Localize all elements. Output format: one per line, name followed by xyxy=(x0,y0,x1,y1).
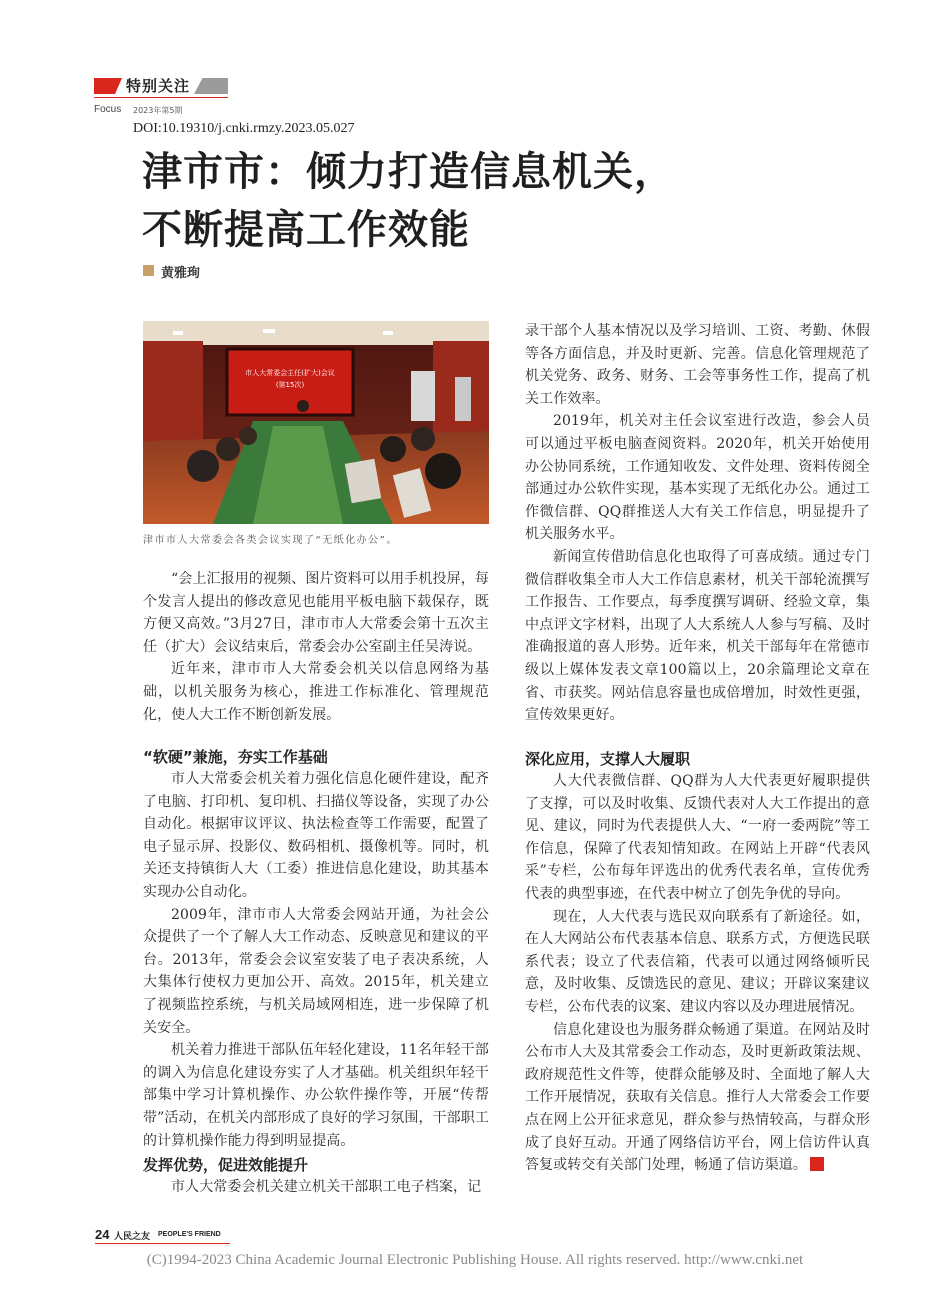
paragraph: 新闻宣传借助信息化也取得了可喜成绩。通过专门微信群收集全市人大工作信息素材，机关干部轮流撰写工作报告、工作要点，每季度撰写调研、经验文章，集中点评文字材料，出现了人大系统人人参与写稿、及时准确报道的喜人形势。近年来，机关干部每年在常德市级以上媒体发表文章100篇以上，20余篇理论文章在省、市获奖。网站信息容量也成倍增加，时效性更强，宣传效果更好。 xyxy=(525,548,870,724)
paragraph: 市人大常委会机关建立机关干部职工电子档案，记 xyxy=(171,1179,482,1195)
magazine-name: 人民之友 xyxy=(114,1232,151,1242)
paragraph: 2019年，机关对主任会议室进行改造，参会人员可以通过平板电脑查阅资料。2020年，机关开始使用办公协同系统，工作通知收发、文件处理、资料传阅全部通过办公软件实现，基本实现了无纸化办公。通过工作微信群、QQ群推送人大有关工作信息，明显提升了机关服务水平。 xyxy=(525,413,870,543)
section-banner xyxy=(94,78,228,94)
paragraph: 市人大常委会机关着力强化信息化硬件建设，配齐了电脑、打印机、复印机、扫描仪等设备，实现了办公自动化。根据审议评议、执法检查等工作需要，配置了电子显示屏、投影仪、数码相机、摄像机等。同时，机关还支持镇街人大（工委）推进信息化建设，助其基本实现办公自动化。 xyxy=(143,771,489,900)
photo-caption: 津市市人大常委会各类会议实现了“无纸化办公”。 xyxy=(143,535,398,546)
focus-label: Focus xyxy=(94,104,122,115)
author-name: 黄雅珣 xyxy=(161,266,201,281)
section1 xyxy=(143,746,489,1152)
section-gray-tab xyxy=(194,78,228,94)
paragraph: 2009年，津市市人大常委会网站开通，为社会公众提供了一个了解人大工作动态、反映意见和建议的平台。2013年，常委会会议室安装了电子表决系统，人大集体行使权力更加公开、高效。2015年，机关建立了视频监控系统，与机关局域网相连，进一步保障了机关安全。 xyxy=(143,906,489,1036)
section2 xyxy=(143,1154,489,1199)
paragraph: 机关着力推进干部队伍年轻化建设，11名年轻干部的调入为信息化建设夯实了人才基础。机关组织年轻干部集中学习计算机操作、办公软件操作等，开展“传帮带”活动，在机关内部形成了良好的学习氛围，干部职工的计算机操作能力得到明显提高。 xyxy=(143,1042,489,1149)
section-title: 特别关注 xyxy=(126,77,191,95)
article-title-line1: 津市市：倾力打造信息机关， xyxy=(142,149,675,195)
author-marker xyxy=(143,265,154,276)
end-mark-icon xyxy=(810,1157,824,1171)
copyright-notice: (C)1994-2023 China Academic Journal Electronic Publishing House. All rights reserved. http://www.cnki.net xyxy=(146,1252,804,1268)
meeting-photo xyxy=(143,321,489,524)
section-heading: “软硬”兼施，夯实工作基础 xyxy=(143,748,328,766)
page-number: 24 xyxy=(95,1227,110,1242)
paragraph: 人大代表微信群、QQ群为人大代表更好履职提供了支撑，可以及时收集、反馈代表对人大工作提出的意见、建议，同时为代表提供人大、“一府一委两院”等工作信息，保障了代表知情知政。在网站上开辟“代表风采”专栏，公布每年评选出的优秀代表名单，宣传优秀代表的典型事迹，在代表中树立了创先争优的导向。 xyxy=(525,773,870,902)
section-heading: 深化应用，支撑人大履职 xyxy=(525,750,691,768)
article-title-line2: 不断提高工作效能 xyxy=(142,207,470,253)
section3 xyxy=(525,748,870,1177)
section-heading: 发挥优势，促进效能提升 xyxy=(143,1156,309,1174)
paragraph: 近年来，津市市人大常委会机关以信息网络为基础，以机关服务为核心，推进工作标准化、管理规范化，使人大工作不断创新发展。 xyxy=(143,661,489,723)
section-red-tab xyxy=(94,78,122,94)
footer-divider xyxy=(95,1243,230,1244)
doi-text: DOI:10.19310/j.cnki.rmzy.2023.05.027 xyxy=(133,121,355,136)
left-intro xyxy=(143,568,489,726)
paragraph: “会上汇报用的视频、图片资料可以用手机投屏，每个发言人提出的修改意见也能用平板电脑下载保存，既方便又高效。”3月27日，津市市人大常委会第十五次主任（扩大）会议结束后，常委会办公室副主任吴涛说。 xyxy=(143,571,489,655)
photo-screen-line1: 市人大常委会主任(扩大)会议 xyxy=(245,369,335,377)
photo-screen-line2: (第15次) xyxy=(275,381,305,389)
magazine-name-en: PEOPLE'S FRIEND xyxy=(158,1231,221,1238)
paragraph: 现在，人大代表与选民双向联系有了新途径。如，在人大网站公布代表基本信息、联系方式，方便选民联系代表；设立了代表信箱，代表可以通过网络倾听民意，及时收集、反馈选民的意见、建议；开辟议案建议专栏，公布代表的议案、建议内容以及办理进展情况。 xyxy=(525,908,870,1015)
paragraph xyxy=(525,1019,870,1177)
right-continuation xyxy=(525,320,870,727)
issue-label: 2023年第5期 xyxy=(133,106,183,115)
header-divider xyxy=(94,97,228,98)
paragraph-text: 信息化建设也为服务群众畅通了渠道。在网站及时公布市人大及其常委会工作动态，及时更新政策法规、政府规范性文件等，使群众能够及时、全面地了解人大工作开展情况，获取有关信息。推行人大常委会工作要点在网上公开征求意见，群众参与热情较高，与群众形成了良好互动。开通了网络信访平台，网上信访件认真答复或转交有关部门处理，畅通了信访渠道。 xyxy=(525,1021,870,1174)
paragraph: 录干部个人基本情况以及学习培训、工资、考勤、休假等各方面信息，并及时更新、完善。信息化管理规范了机关党务、政务、财务、工会等事务性工作，提高了机关工作效率。 xyxy=(525,323,870,407)
